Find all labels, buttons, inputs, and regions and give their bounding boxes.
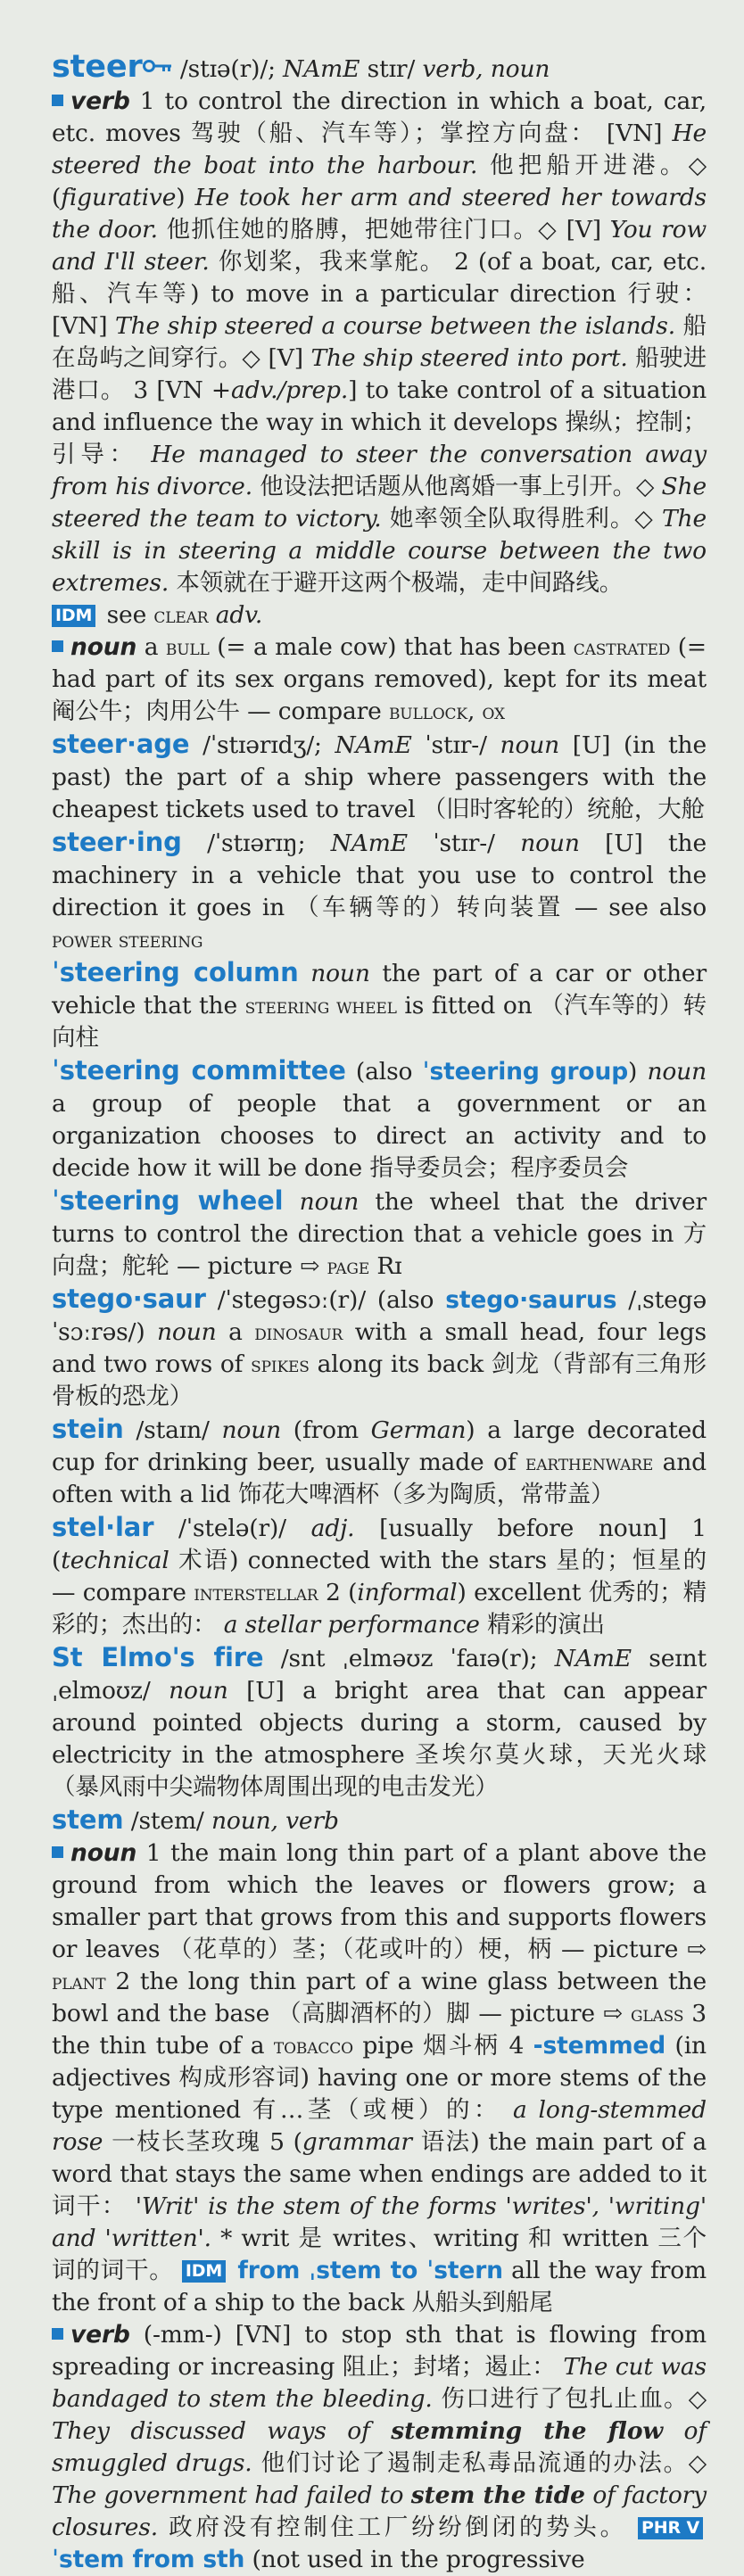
- entry-text: ˈstɪr-/: [407, 830, 521, 857]
- example-text: 'Writ' is the stem of the forms 'writes', 'writing' and 'written'.: [52, 2192, 707, 2252]
- example-text: adj.: [310, 1515, 355, 1542]
- part-of-speech-label: noun: [70, 633, 137, 661]
- cross-reference: bull: [165, 635, 210, 660]
- entry-text: the wheel that the driver turns to control the direction that a vehicle goes in 方向盘；舵轮 — picture ⇨: [52, 1188, 707, 1280]
- entry-text: 精彩的演出: [479, 1611, 605, 1639]
- entry-text: ) a large decorated cup for drinking beer, usually made of: [52, 1416, 707, 1476]
- example-text: The government had failed to: [52, 2481, 411, 2509]
- entry-text: and often with a lid 饰花大啤酒杯（多为陶质，常带盖）: [52, 1449, 707, 1508]
- square-bullet-icon: [52, 95, 63, 106]
- cross-reference: bullock: [388, 699, 467, 724]
- example-text: German: [370, 1416, 467, 1444]
- example-text: NAmE: [554, 1645, 632, 1672]
- dictionary-entry: [52, 956, 707, 1054]
- section-badge: IDM: [182, 2260, 226, 2283]
- entry-text: /snt ˌelməʊz ˈfaɪə(r);: [263, 1645, 555, 1672]
- entry-text: ˈstɪr-/: [411, 731, 500, 759]
- entry-text: pipe 烟斗柄 4: [352, 2032, 533, 2060]
- cross-reference: spikes: [251, 1352, 310, 1377]
- example-text: grammar: [302, 2128, 412, 2156]
- entry-text: /ˈstɪərɪŋ;: [181, 830, 331, 857]
- headword: ˈsteering wheel: [52, 1185, 284, 1216]
- subentry-headword: ˈsteering group: [422, 1058, 629, 1086]
- entry-text: the part of a car or other vehicle that the: [52, 960, 707, 1020]
- entry-text: 1 to control the direction in which a boat, car, etc. moves 驾驶（船、汽车等）；掌控方向盘： [VN]: [52, 87, 707, 147]
- dictionary-entry: [52, 1641, 707, 1804]
- example-text: noun: [221, 1416, 282, 1444]
- entry-text: 1 the main long thin part of a plant above the ground from which the leaves or flowers grow; a smaller part that grows from this and supports flowers or leaves （花草的）茎；（花或叶的）梗，柄 — picture ⇨: [52, 1839, 707, 1963]
- entry-text: /staɪn/: [123, 1416, 222, 1444]
- section-badge: PHR V: [638, 2517, 703, 2539]
- dictionary-entry: [52, 1511, 707, 1641]
- entry-text: (= a male cow) that has been: [209, 633, 574, 661]
- example-text: NAmE: [335, 731, 412, 759]
- entry-text: [usually before noun] 1 (: [52, 1515, 707, 1574]
- example-text: He steered the boat into the harbour.: [52, 120, 707, 179]
- entry-text: 你划桨，我来掌舵。 2 (of a boat, car, etc. 船、汽车等) to move in a particular direction 行驶： [VN]: [52, 248, 707, 340]
- dictionary-entry: [52, 1185, 707, 1283]
- subentry-headword: -stemmed: [533, 2032, 666, 2060]
- example-text: verb, noun: [422, 55, 550, 83]
- entry-text: (from: [281, 1416, 371, 1444]
- entry-text: 本领就在于避开这两个极端，走中间路线。: [169, 569, 624, 597]
- example-text: NAmE: [330, 830, 408, 857]
- entry-text: Rɪ: [369, 1252, 402, 1280]
- entry-text: a: [216, 1318, 255, 1346]
- entry-text: ] to take control of a situation and influence the way in which it develops 操纵；控制；引导：: [52, 376, 707, 468]
- entry-text: ): [176, 184, 195, 211]
- headword: steer·age: [52, 729, 190, 759]
- example-text: The cut was bandaged to stem the bleeding.: [52, 2353, 707, 2413]
- dictionary-entry: [52, 1413, 707, 1511]
- entry-text: (= had part of its sex organs removed), kept for its meat 阉公牛；肉用公牛 — compare: [52, 633, 707, 725]
- subentry-headword: stego·saurus: [445, 1286, 617, 1314]
- cross-reference: page: [327, 1254, 370, 1279]
- section-badge: IDM: [52, 605, 95, 627]
- cross-reference: earthenware: [525, 1450, 654, 1475]
- cross-reference: plant: [52, 1969, 106, 1994]
- entry-text: stɪr/: [360, 55, 423, 83]
- dictionary-entry: [52, 1804, 707, 1837]
- example-text: adv.: [215, 601, 263, 629]
- example-text: of smuggled drugs.: [52, 2417, 707, 2477]
- entry-text: a: [136, 633, 166, 661]
- entry-text: 他抓住她的胳膊，把她带往门口。◇ [V]: [157, 216, 610, 244]
- example-text: stemming the flow: [391, 2417, 664, 2445]
- example-text: adv./prep.: [230, 376, 349, 404]
- entry-text: 2 the long thin part of a wine glass between the bowl and the base （高脚酒杯的）脚 — picture ⇨: [52, 1968, 707, 2027]
- cross-reference: ox: [482, 699, 505, 724]
- example-text: noun: [520, 830, 580, 857]
- example-text: They discussed ways of: [52, 2417, 392, 2445]
- entry-text: 政府没有控制住工厂纷纷倒闭的势头。: [157, 2514, 638, 2541]
- example-text: He took her arm and steered her towards the door.: [52, 184, 707, 244]
- entry-text: with a small head, four legs and two rows of: [52, 1318, 707, 1378]
- cross-reference: dinosaur: [254, 1320, 343, 1345]
- entry-text: 语法) the main part of a word that stays the same when endings are added to it 词干：: [52, 2128, 707, 2220]
- entry-text: 船驶进港口。 3 [VN +: [52, 344, 707, 404]
- entry-text: [229, 2257, 237, 2284]
- dictionary-entry: [52, 728, 707, 826]
- dictionary-entry: [52, 50, 707, 86]
- example-text: The ship steered into port.: [310, 344, 628, 372]
- cross-reference: power steering: [52, 928, 203, 953]
- example-text: noun: [157, 1318, 217, 1346]
- dictionary-entry: [52, 1837, 707, 2319]
- example-text: The ship steered a course between the islands.: [115, 312, 675, 340]
- example-text: He managed to steer the conversation away from his divorce.: [52, 441, 707, 500]
- dictionary-page: [52, 50, 707, 2576]
- entry-text: 伤口进行了包扎止血。◇: [432, 2385, 707, 2413]
- entry-text: [U] a bright area that can appear around pointed objects during a storm, caused by electricity in the atmosphere 圣埃尔莫火球，天光火球（暴风雨中尖端物体周围出现的电击发光）: [52, 1677, 707, 1801]
- entry-text: 他们讨论了遏制走私毒品流通的办法。◇: [252, 2449, 707, 2477]
- example-text: of factory closures.: [52, 2481, 707, 2541]
- cross-reference: steering wheel: [244, 994, 397, 1019]
- square-bullet-icon: [52, 2328, 63, 2340]
- entry-text: (also: [345, 1058, 423, 1086]
- entry-text: ) excellent 优秀的；精彩的；杰出的：: [52, 1579, 707, 1639]
- cross-reference: clear: [153, 603, 209, 628]
- example-text: noun: [169, 1677, 228, 1705]
- entry-text: 她率领全队取得胜利。◇: [381, 505, 663, 533]
- square-bullet-icon: [52, 1846, 63, 1858]
- entry-text: [299, 960, 311, 987]
- cross-reference: tobacco: [273, 2034, 353, 2059]
- dictionary-entry: [52, 1283, 707, 1413]
- example-text: noun: [500, 731, 560, 759]
- entry-text: (-mm-) [VN] to stop sth that is flowing from spreading or increasing 阻止；封堵；遏止：: [52, 2321, 707, 2381]
- example-text: noun: [647, 1058, 707, 1086]
- entry-text: (not used in the progressive: [244, 2546, 585, 2573]
- example-text: noun, verb: [211, 1807, 339, 1835]
- example-text: informal: [357, 1579, 458, 1606]
- headword: stego·saur: [52, 1284, 206, 1314]
- entry-text: [208, 601, 215, 629]
- example-text: noun: [299, 1188, 360, 1216]
- entry-text: seɪnt ˌelmoʊz/: [52, 1645, 707, 1705]
- headword: ˈsteering column: [52, 957, 299, 987]
- dictionary-entry: [52, 2319, 707, 2576]
- entry-text: ,: [467, 698, 483, 725]
- subentry-headword: ˈstem from sth: [52, 2546, 245, 2573]
- entry-text: /ˌstegəˈsɔːrəs/): [52, 1286, 707, 1346]
- headword: steer·ing: [52, 827, 182, 857]
- entry-text: 船在岛屿之间穿行。◇ [V]: [52, 312, 707, 372]
- example-text: stem the tide: [410, 2481, 585, 2509]
- example-text: noun: [310, 960, 370, 987]
- example-text: a long-stemmed rose: [52, 2096, 707, 2156]
- entry-text: is fitted on （汽车等的）转向柱: [52, 992, 707, 1052]
- square-bullet-icon: [52, 640, 63, 652]
- entry-text: /stɪə(r)/;: [172, 55, 284, 83]
- subentry-headword: from ˌstem to ˈstern: [237, 2257, 503, 2284]
- dictionary-entry: [52, 1054, 707, 1185]
- example-text: technical: [61, 1547, 169, 1574]
- entry-text: all the way from the front of a ship to the back 从船头到船尾: [52, 2257, 707, 2316]
- example-text: a stellar performance: [223, 1611, 480, 1639]
- entry-text: see: [99, 601, 154, 629]
- entry-text: 2 (: [318, 1579, 358, 1606]
- entry-text: 一枝长茎玫瑰 5 (: [103, 2128, 302, 2156]
- entry-text: [U] the machinery in a vehicle that you use to control the direction it goes in （车辆等的）转向装置 — see also: [52, 830, 707, 921]
- headword: stel·lar: [52, 1512, 154, 1542]
- part-of-speech-label: noun: [70, 1839, 137, 1867]
- entry-text: /ˈstegəsɔː(r)/ (also: [205, 1286, 446, 1314]
- dictionary-entry: [52, 632, 707, 728]
- part-of-speech-label: verb: [70, 2321, 130, 2349]
- example-text: She steered the team to victory.: [52, 473, 707, 533]
- example-text: You row and I'll steer.: [52, 216, 707, 276]
- key-icon: [143, 50, 173, 82]
- entry-text: along its back 剑龙（背部有三角形骨板的恐龙）: [52, 1350, 707, 1410]
- entry-text: 他设法把话题从他离婚一事上引开。◇: [252, 473, 662, 500]
- entry-text: [283, 1188, 299, 1216]
- cross-reference: glass: [630, 2002, 684, 2027]
- entry-text: 他把船开进港。◇ (: [52, 152, 707, 211]
- headword: St Elmo's fire: [52, 1642, 264, 1672]
- dictionary-entry: [52, 86, 707, 599]
- entry-text: (in adjectives 构成形容词) having one or more stems of the type mentioned 有…茎（或梗）的：: [52, 2032, 707, 2124]
- entry-text: /stem/: [123, 1807, 211, 1835]
- headword: steer: [52, 49, 143, 85]
- entry-text: /ˈstɪərɪdʒ/;: [189, 731, 335, 759]
- entry-text: 术语) connected with the stars 星的；恒星的 — compare: [52, 1547, 707, 1606]
- entry-text: 3 the thin tube of a: [52, 2000, 707, 2060]
- cross-reference: interstellar: [194, 1581, 318, 1606]
- headword: stein: [52, 1414, 124, 1444]
- headword: ˈsteering committee: [52, 1055, 346, 1086]
- entry-text: a group of people that a government or an organization chooses to direct an activity and to decide how it will be done 指导委员会；程序委员会: [52, 1090, 707, 1182]
- dictionary-entry: [52, 826, 707, 956]
- example-text: figurative: [61, 184, 177, 211]
- dictionary-entry: [52, 599, 707, 632]
- part-of-speech-label: verb: [70, 87, 130, 115]
- entry-text: * writ 是 writes、writing 和 written 三个词的词干。: [52, 2225, 707, 2284]
- entry-text: /ˈstelə(r)/: [153, 1515, 311, 1542]
- entry-text: ): [628, 1058, 648, 1086]
- example-text: The skill is in steering a middle course between the two extremes.: [52, 505, 707, 597]
- entry-text: [U] (in the past) the part of a ship where passengers with the cheapest tickets used to travel （旧时客轮的）统舱，大舱: [52, 731, 707, 823]
- example-text: NAmE: [283, 55, 360, 83]
- headword: stem: [52, 1804, 124, 1835]
- cross-reference: castrated: [573, 635, 671, 660]
